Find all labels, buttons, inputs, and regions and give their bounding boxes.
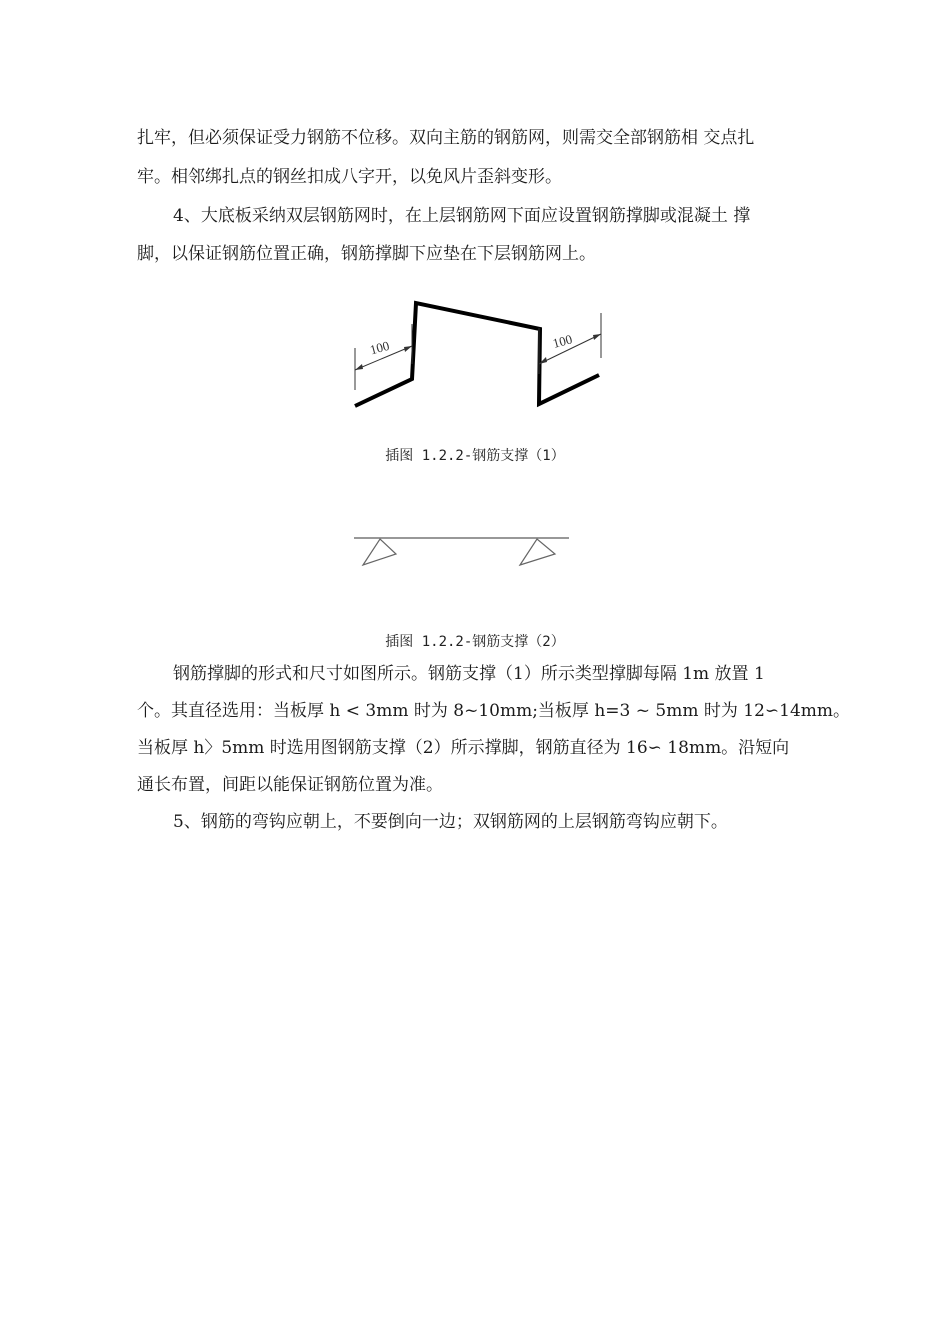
paragraph-line: 脚，以保证钢筋位置正确，钢筋撑脚下应垫在下层钢筋网上。 — [137, 244, 596, 264]
support-triangle-right — [520, 539, 555, 565]
paragraph-line: 4、大底板采纳双层钢筋网时，在上层钢筋网下面应设置钢筋撑脚或混凝土 撑 — [173, 206, 751, 226]
dimension-label-left: 100 — [368, 337, 391, 358]
paragraph-line: 当板厚 h〉5mm 时选用图钢筋支撑（2）所示撑脚，钢筋直径为 16∽ 18mm。沿短向 — [137, 738, 790, 758]
rebar-support-figure-2 — [350, 530, 575, 575]
figure-caption-2: 插图 1.2.2-钢筋支撑（2） — [385, 634, 565, 650]
paragraph-line: 通长布置，间距以能保证钢筋位置为准。 — [137, 775, 443, 795]
figure-caption-1: 插图 1.2.2-钢筋支撑（1） — [385, 448, 565, 464]
paragraph-line: 钢筋撑脚的形式和尺寸如图所示。钢筋支撑（1）所示类型撑脚每隔 1m 放置 1 — [173, 664, 765, 684]
dimension-label-right: 100 — [551, 331, 574, 351]
paragraph-line: 个。其直径选用：当板厚 h < 3mm 时为 8~10mm;当板厚 h=3 ~ 5mm 时为 12∽14mm。 — [137, 701, 851, 721]
support-triangle-left — [363, 539, 396, 565]
paragraph-line: 5、钢筋的弯钩应朝上，不要倒向一边；双钢筋网的上层钢筋弯钩应朝下。 — [173, 812, 728, 832]
paragraph-line: 扎牢，但必须保证受力钢筋不位移。双向主筋的钢筋网，则需交全部钢筋相 交点扎 — [137, 128, 755, 148]
rebar-support-figure-1 — [340, 290, 620, 420]
paragraph-line: 牢。相邻绑扎点的钢丝扣成八字开，以免风片歪斜变形。 — [137, 167, 562, 187]
